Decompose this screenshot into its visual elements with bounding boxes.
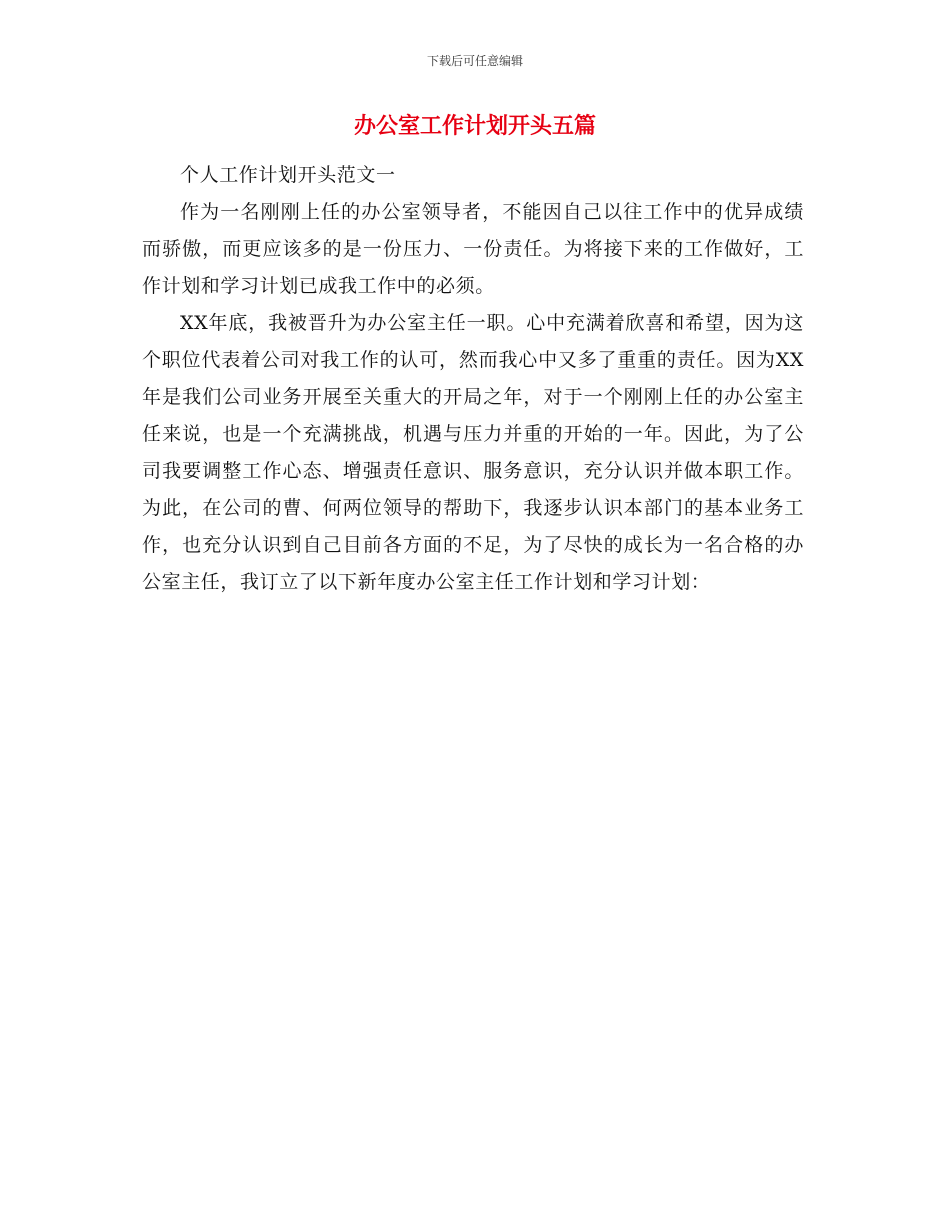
page-header-note: 下载后可任意编辑	[426, 54, 523, 68]
section-heading: 个人工作计划开头范文一	[180, 164, 396, 186]
body-paragraph: 作为一名刚刚上任的办公室领导者，不能因自己以往工作中的优异成绩而骄傲，而更应该多的是一份压力、一份责任。为将接下来的工作做好，工作计划和学习计划已成我工作中的必须。	[142, 201, 804, 297]
document-title: 办公室工作计划开头五篇	[353, 113, 596, 139]
document-body	[142, 157, 804, 601]
body-paragraph: XX年底，我被晋升为办公室主任一职。心中充满着欣喜和希望，因为这个职位代表着公司对我工作的认可，然而我心中又多了重重的责任。因为XX年是我们公司业务开展至关重大的开局之年，对于一个刚刚上任的办公室主任来说，也是一个充满挑战，机遇与压力并重的开始的一年。因此，为了公司我要调整工作心态、增强责任意识、服务意识，充分认识并做本职工作。为此，在公司的曹、何两位领导的帮助下，我逐步认识本部门的基本业务工作，也充分认识到自己目前各方面的不足，为了尽快的成长为一名合格的办公室主任，我订立了以下新年度办公室主任工作计划和学习计划：	[142, 312, 804, 593]
